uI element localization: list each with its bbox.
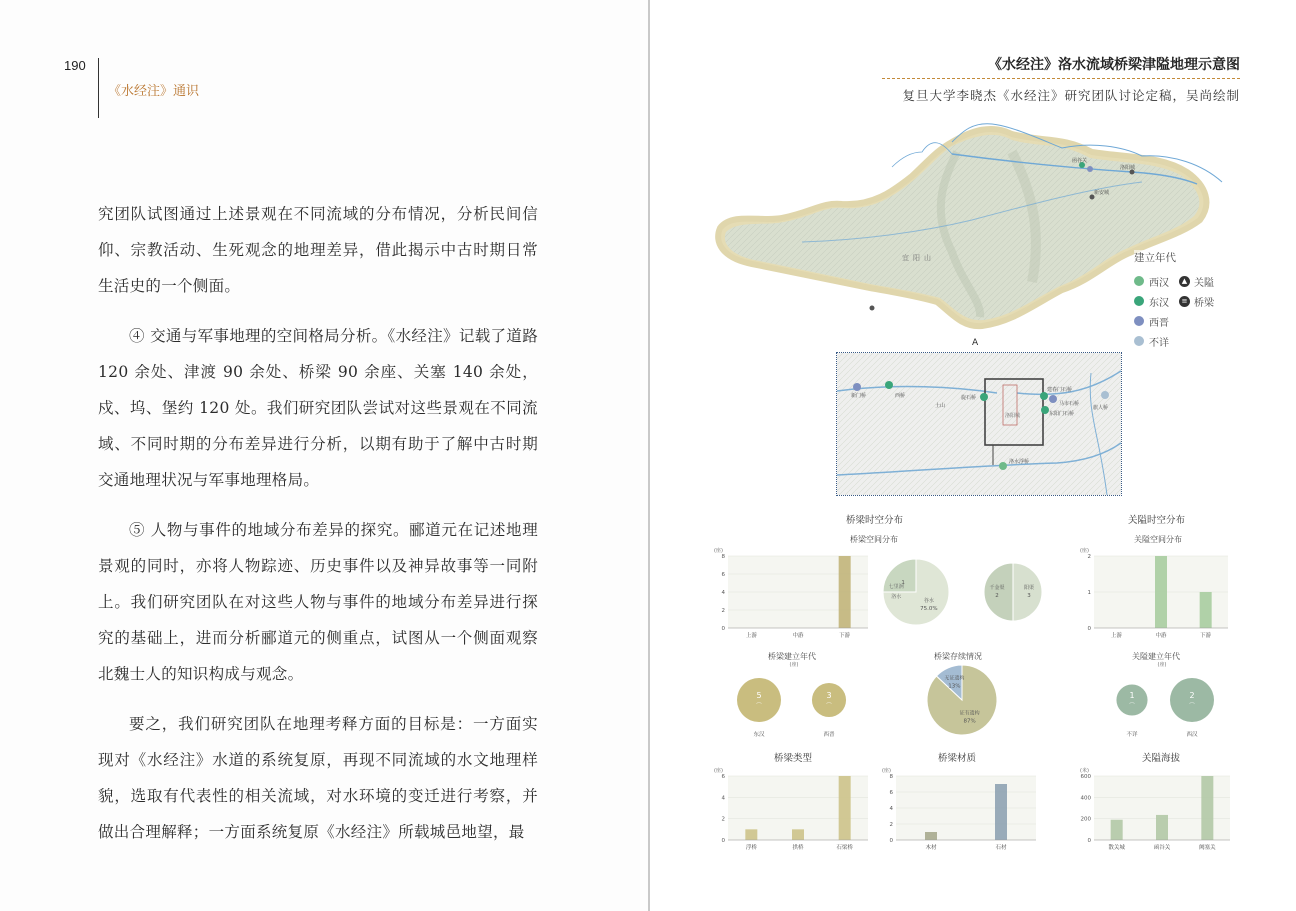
figure-subtitle: 复旦大学李晓杰《水经注》研究团队讨论定稿，吴尚绘制: [902, 88, 1240, 103]
bridge-icon: ≡: [1179, 296, 1190, 307]
legend-swatch-unknown: [1134, 336, 1144, 346]
legend-swatch-xijin: [1134, 316, 1144, 326]
bubble-icon: ⌒: [825, 703, 833, 710]
pie-slice-value: 13%: [948, 683, 961, 690]
inset-place-4: 旋石桥: [961, 395, 977, 401]
y-tick-label: 0: [721, 838, 725, 844]
bubble-value: 5: [756, 691, 762, 700]
x-tick-label: 下游: [1200, 633, 1212, 639]
title-rule: [882, 78, 1240, 79]
y-tick-label: 2: [721, 608, 725, 614]
y-tick-label: 600: [1080, 774, 1091, 780]
bubble: [1170, 678, 1214, 722]
x-tick-label: 中游: [792, 633, 804, 639]
right-page: [650, 0, 1296, 911]
chart-title-bridge-survival: 桥梁存续情况: [934, 652, 982, 661]
bubble-icon: ⌒: [1188, 703, 1196, 710]
map-label-luoyang: 洛阳城: [1120, 165, 1136, 171]
bubble-icon: ⌒: [755, 703, 763, 710]
chart-pass-space: [1078, 544, 1232, 642]
pie-slice: [984, 563, 1013, 621]
bubble-category: 西晋: [823, 732, 835, 738]
bubble-category: 不详: [1126, 732, 1138, 738]
header-rule: [98, 58, 99, 118]
y-tick-label: 2: [721, 816, 725, 823]
pie-slice-label: 千金渠: [989, 585, 1005, 591]
paragraph-2: ④ 交通与军事地理的空间格局分析。《水经注》记载了道路 120 余处、津渡 90 余处、桥梁 90 余座、关塞 140 余处，戍、坞、堡约 120 处。我们研究团队尝试对这些景观在不同流域、不同时期的分布差异进行分析，以期有助于了解中古时期交通地理状况与军事地理格局。: [98, 327, 538, 489]
x-tick-label: 函谷关: [1153, 845, 1171, 851]
y-tick-label: 8: [889, 774, 893, 780]
bubble-category: 西汉: [1186, 732, 1198, 738]
bubble: [1116, 684, 1147, 715]
legend-swatch-xihan: [1134, 276, 1144, 286]
body-text: [98, 196, 538, 864]
y-tick-label: 6: [721, 774, 725, 780]
inset-place-10: 洛阳城: [1005, 413, 1021, 419]
chart-title-bridge-material: 桥梁材质: [938, 753, 977, 764]
chart-bridge-type: [712, 764, 872, 854]
pie-side-label: 洛水: [891, 594, 902, 600]
pie-slice-value: 1: [901, 580, 905, 587]
bar: [925, 832, 937, 840]
y-tick-label: 2: [1087, 554, 1091, 560]
x-tick-label: 石梁桥: [836, 845, 853, 851]
bar: [1200, 592, 1212, 628]
inset-place-1: 新门桥: [851, 393, 867, 399]
y-tick-label: 6: [721, 572, 725, 578]
chart-title-pass-space: 关隘空间分布: [1134, 535, 1182, 544]
inset-place-3: 土山: [935, 403, 946, 409]
y-unit-label: (座): [714, 768, 723, 774]
inset-place-9: 洛水浮桥: [1009, 459, 1030, 465]
x-tick-label: 拱桥: [792, 845, 804, 851]
bar: [839, 776, 851, 840]
bubble-unit: (座): [789, 662, 799, 668]
pie-slice-label: 无证遗构: [944, 675, 965, 682]
legend-row-1: 西汉 ▲ 关隘: [1134, 271, 1224, 291]
y-tick-label: 0: [1087, 838, 1091, 844]
legend-title: 建立年代: [1134, 252, 1176, 264]
chart-title-bridge-era: 桥梁建立年代: [768, 652, 816, 661]
chart-bridge-material: [880, 764, 1040, 854]
bar: [792, 829, 804, 840]
section-pass-title: 关隘时空分布: [1128, 515, 1186, 526]
inset-place-6: 马市石桥: [1059, 401, 1080, 407]
bar: [995, 784, 1007, 840]
y-tick-label: 4: [889, 806, 893, 812]
legend-swatch-donghan: [1134, 296, 1144, 306]
y-unit-label: (座): [882, 768, 891, 774]
y-tick-label: 0: [1087, 626, 1091, 632]
pass-icon: ▲: [1179, 276, 1190, 287]
x-tick-label: 上游: [745, 633, 757, 639]
pie-slice-label: 阳渠: [1023, 585, 1034, 591]
x-tick-label: 上游: [1110, 633, 1122, 639]
chart-pass-altitude: [1078, 764, 1234, 854]
running-head: 《水经注》通识: [108, 84, 200, 99]
pie-slice-label: 证有遗构: [959, 710, 980, 717]
chart-title-pass-altitude: 关隘海拔: [1142, 753, 1181, 764]
x-tick-label: 阙塞关: [1199, 845, 1216, 851]
bubble-unit: (座): [1157, 662, 1167, 668]
bar: [839, 556, 851, 628]
bubble: [812, 683, 846, 717]
chart-title-pass-era: 关隘建立年代: [1132, 652, 1180, 661]
pie-slice-label: 谷水: [923, 597, 934, 604]
y-tick-label: 8: [721, 554, 725, 560]
map-label-xinan: 新安城: [1094, 190, 1110, 196]
bar: [745, 829, 757, 840]
bar: [1155, 556, 1167, 628]
chart-bridge-pie-1: [866, 556, 966, 628]
paragraph-4: 要之，我们研究团队在地理考释方面的目标是：一方面实现对《水经注》水道的系统复原，再现不同流域的水文地理样貌，选取有代表性的相关流域，对水环境的变迁进行考察，并做出合理解释；一方面系统复原《水经注》所载城邑地望，最: [98, 715, 538, 841]
chart-pass-era: [1102, 660, 1222, 740]
pie-slice-value: 87%: [963, 718, 976, 725]
y-unit-label: (座): [714, 548, 723, 554]
x-tick-label: 下游: [839, 633, 851, 639]
bubble-category: 东汉: [753, 732, 765, 738]
pie-slice: [1013, 563, 1042, 621]
chart-bridge-pie-2: [980, 560, 1046, 624]
inset-label: A: [972, 338, 979, 348]
bar: [1201, 776, 1213, 840]
paragraph-1: 究团队试图通过上述景观在不同流域的分布情况，分析民间信仰、宗教活动、生死观念的地理差异，借此揭示中古时期日常生活史的一个侧面。: [98, 205, 538, 295]
chart-bridge-space: [712, 544, 872, 642]
inset-map-luoyang: [836, 352, 1122, 496]
chart-bridge-era: [724, 660, 864, 740]
bar: [1156, 815, 1168, 840]
section-bridge-title: 桥梁时空分布: [846, 515, 904, 526]
paragraph-3: ⑤ 人物与事件的地域分布差异的探究。郦道元在记述地理景观的同时，亦将人物踪迹、历史事件以及神异故事等一同附上。我们研究团队在对这些人物与事件的地域分布差异进行探究的基础上，进而分析郦道元的侧重点，试图从一个侧面观察北魏士人的知识构成与观念。: [98, 521, 538, 683]
y-tick-label: 4: [721, 590, 725, 596]
inset-place-7: 东阳门石桥: [1049, 411, 1075, 417]
y-unit-label: (座): [1080, 548, 1089, 554]
y-tick-label: 1: [1087, 590, 1091, 596]
bubble-value: 1: [1129, 691, 1135, 700]
pie-slice-value: 75.0%: [920, 605, 938, 612]
x-tick-label: 浮桥: [745, 845, 757, 851]
chart-bridge-survival: [922, 662, 1002, 738]
chart-title-bridge-space: 桥梁空间分布: [850, 535, 898, 544]
pie-slice-value: 3: [1027, 593, 1031, 599]
bubble-value: 2: [1189, 691, 1195, 700]
x-tick-label: 石材: [995, 845, 1007, 851]
pie-slice-value: 2: [995, 593, 999, 599]
x-tick-label: 中游: [1155, 633, 1167, 639]
y-tick-label: 0: [889, 838, 893, 844]
bubble-value: 3: [826, 691, 832, 700]
map-label-hangu: 函谷关: [1072, 158, 1088, 164]
inset-place-5: 建春门石桥: [1047, 387, 1073, 393]
y-unit-label: (米): [1080, 768, 1089, 774]
chart-title-bridge-type: 桥梁类型: [774, 753, 813, 764]
map-label-yiyang: 宜阳山: [902, 254, 935, 262]
legend-row-2: 东汉 ≡ 桥梁: [1134, 291, 1224, 311]
x-tick-label: 散关城: [1108, 845, 1125, 851]
pie-side-label: 七里涧: [888, 584, 904, 590]
y-tick-label: 0: [721, 626, 725, 632]
bar: [1111, 820, 1123, 840]
legend-row-3: 西晋: [1134, 311, 1224, 331]
inset-place-8: 旅人桥: [1093, 405, 1109, 411]
legend-row-4: 不详: [1134, 331, 1224, 351]
page-number: 190: [64, 58, 86, 73]
y-tick-label: 400: [1080, 795, 1091, 802]
inset-place-2: 西桥: [895, 393, 906, 399]
y-tick-label: 6: [889, 790, 893, 796]
bubble-icon: ⌒: [1128, 703, 1136, 710]
y-tick-label: 200: [1080, 816, 1091, 823]
y-tick-label: 2: [889, 822, 893, 828]
figure-title: 《水经注》洛水流域桥梁津隘地理示意图: [988, 57, 1240, 73]
bubble: [737, 678, 781, 722]
y-tick-label: 4: [721, 795, 725, 802]
x-tick-label: 木材: [925, 845, 937, 851]
map-legend: [1134, 250, 1224, 351]
